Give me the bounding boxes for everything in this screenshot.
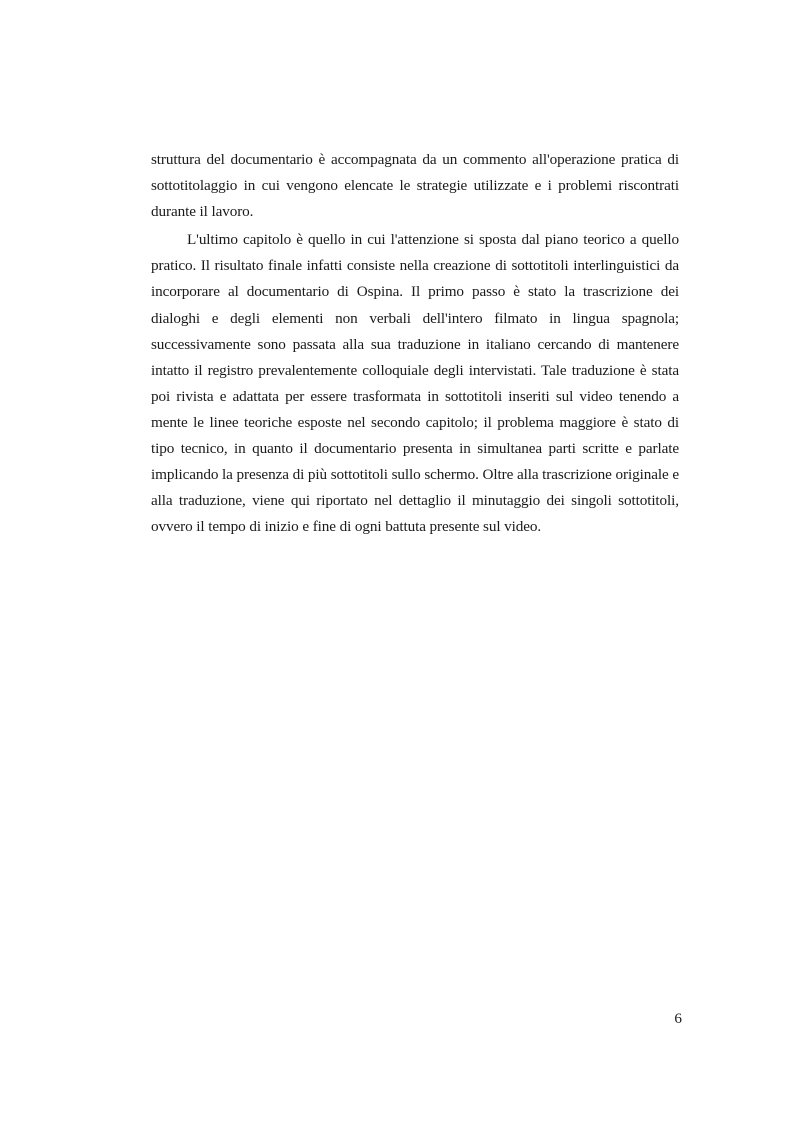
paragraph-continuation: struttura del documentario è accompagnata da un commento all'operazione pratica di sottotitolaggio in cui vengono elencate le strategie utilizzate e i problemi riscontrati durante il lavoro. (151, 151, 679, 221)
page-number: 6 (674, 1010, 682, 1027)
paragraph-last-chapter: L'ultimo capitolo è quello in cui l'attenzione si sposta dal piano teorico a quello pratico. Il risultato finale infatti consiste nella creazione di sottotitoli interlinguistici da incorporare al documentario di Ospina. Il primo passo è stato la trascrizione dei dialoghi e degli elementi non verbali dell'intero filmato in lingua spagnola; successivamente sono passata alla sua traduzione in italiano cercando di mantenere intatto il registro prevalentemente colloquiale degli intervistati. Tale traduzione è stata poi rivista e adattata per essere trasformata in sottotitoli inseriti sul video tenendo a mente le linee teoriche esposte nel secondo capitolo; il problema maggiore è stato di tipo tecnico, in quanto il documentario presenta in simultanea parti scritte e parlate implicando la presenza di più sottotitoli sullo schermo. Oltre alla trascrizione originale e alla traduzione, viene qui riportato nel dettaglio il minutaggio dei singoli sottotitoli, ovvero il tempo di inizio e fine di ogni battuta presente sul video. (151, 231, 679, 536)
body-text (151, 147, 679, 540)
